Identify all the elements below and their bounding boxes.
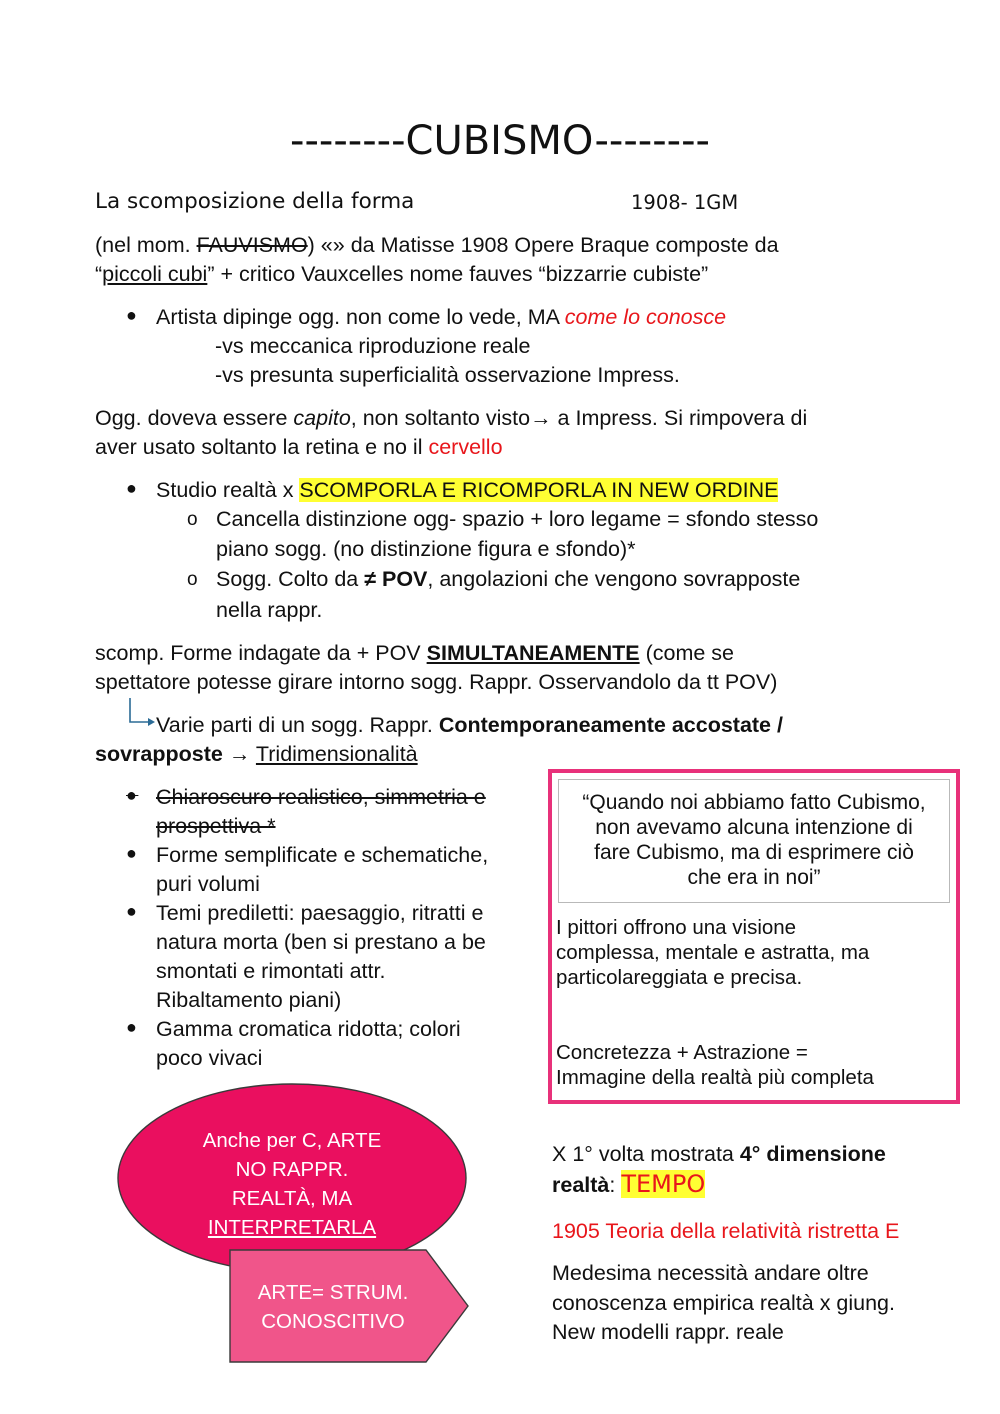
bullet2-o2-line2: nella rappr. [216,598,323,622]
ellipse-line: NO RAPPR. [235,1158,349,1181]
intro-line-1 [95,231,779,260]
bullet2-o2-text: Sogg. Colto da [216,567,365,591]
list-item2-line1: Forme semplificate e schematiche, [156,843,489,867]
para4-line-2 [95,740,418,769]
box-para-line: complessa, mentale e astratta, ma [556,941,870,964]
bullet2-o2-line1 [216,565,800,594]
simultaneamente-bold: SIMULTANEAMENTE [426,641,640,665]
list-item1-line1: Chiaroscuro realistico, simmetria e [156,785,486,809]
fauvismo-struck: FAUVISMO [196,233,308,257]
intro-text: “ [95,262,103,286]
para4-bold: sovrapposte [95,742,229,766]
bullet2-highlight: SCOMPORLA E RICOMPORLA IN NEW ORDINE [299,478,779,502]
box-para-line: I pittori offrono una visione [556,916,797,939]
box-concrete-line: Immagine della realtà più completa [556,1066,874,1089]
tridimensionalita-underlined: Tridimensionalità [255,742,418,766]
list-item4-line1: Gamma cromatica ridotta; colori [156,1017,461,1041]
circle-bullet-icon: o [187,509,198,530]
pentagon-text [232,1278,434,1336]
quote-line: “Quando noi abbiamo fatto Cubismo, [582,791,926,814]
para4-bold: Contemporaneamente accostate / [438,713,783,737]
relativity-line: 1905 Teoria della relatività ristretta E [552,1219,900,1243]
bullet1-text: Artista dipinge ogg. non come lo vede, MA [156,305,565,329]
intro-text: ) «» da Matisse 1908 Opere Braque composte da [307,233,779,257]
bullet2-line [156,476,778,505]
cervello-red: cervello [428,435,503,459]
bullet2-o2-text: , angolazioni che vengono sovrapposte [427,567,801,591]
para3-text: scomp. Forme indagate da + POV [95,641,427,665]
right-para-line: Medesima necessità andare oltre [552,1261,869,1285]
list-item1-line2: prospettiva * [156,814,276,838]
right-text: : [609,1173,622,1197]
bullet1-line [156,303,726,332]
list-item3-line1: Temi prediletti: paesaggio, ritratti e [156,901,484,925]
bullet1-sub1: -vs meccanica riproduzione reale [215,334,531,358]
bullet-dot-icon: ● [126,843,137,863]
para2-line-2 [95,433,503,462]
box-para-line: particolareggiata e precisa. [556,966,803,989]
bullet-dot-icon: ● [126,901,137,921]
list-item4-line2: poco vivaci [156,1046,263,1070]
right-text: X 1° volta mostrata [552,1142,740,1166]
bullet2-o1-line2: piano sogg. (no distinzione figura e sfondo)* [216,537,636,561]
bullet2-text: Studio realtà x [156,478,300,502]
quote-line: che era in noi” [687,866,821,889]
right-line-1 [552,1140,886,1169]
dates: 1908- 1GM [631,191,739,214]
para3-line-2: spettatore potesse girare intorno sogg. Rappr. Osservandolo da tt POV) [95,670,778,694]
para2-text: a Impress. Si rimpovera di [551,406,808,430]
bullet1-red-text: come lo conosce [564,305,727,329]
bullet2-o1-line1: Cancella distinzione ogg- spazio + loro legame = sfondo stesso [216,507,819,531]
para2-italic: capito [293,406,351,430]
right-para-line: conoscenza empirica realtà x giung. [552,1291,895,1315]
bullet-dot-icon: ● [126,478,137,498]
bullet-dot-icon: ● [126,1017,137,1037]
para2-line-1 [95,404,807,433]
pentagon-line: ARTE= STRUM. [257,1281,409,1304]
intro-text: ” + critico Vauxcelles nome fauves “bizzarrie cubiste” [207,262,709,286]
pov-bold: ≠ POV [364,567,428,591]
list-item3-line2: natura morta (ben si prestano a be [156,930,486,954]
para2-text: , non soltanto visto [350,406,531,430]
piccoli-cubi-underlined: piccoli cubi [102,262,208,286]
list-item2-line2: puri volumi [156,872,260,896]
right-bold: 4° dimensione [739,1142,886,1166]
para3-line-1 [95,639,734,668]
para3-text: (come se [639,641,735,665]
para4-line-1 [156,711,783,740]
tempo-highlight: TEMPO [621,1170,706,1198]
quote-line: fare Cubismo, ma di esprimere ciò [594,841,914,864]
bullet1-sub2: -vs presunta superficialità osservazione Impress. [215,363,680,387]
arrow-right-icon: → [530,406,552,430]
ellipse-line-underlined: INTERPRETARLA [207,1216,377,1239]
intro-line-2 [95,260,708,289]
bullet-dot-icon: ● [126,305,137,325]
right-bold: realtà [552,1173,610,1197]
bullet-dot-icon: ● [126,785,139,805]
quote-inner-box [558,779,950,903]
circle-bullet-icon: o [187,569,198,590]
list-item3-line4: Ribaltamento piani) [156,988,342,1012]
right-line-2 [552,1170,705,1200]
ellipse-text [130,1126,454,1242]
para4-text: Varie parti di un sogg. Rappr. [156,713,439,737]
elbow-arrow-icon [118,696,158,730]
subtitle: La scomposizione della forma [95,189,415,214]
box-concrete-line: Concretezza + Astrazione = [556,1041,808,1064]
ellipse-line: REALTÀ, MA [231,1187,353,1210]
page-title: --------CUBISMO-------- [290,118,710,164]
arrow-right-icon: → [228,742,251,766]
para2-text: aver usato soltanto la retina e no il [95,435,429,459]
right-para-line: New modelli rappr. reale [552,1320,784,1344]
para2-text: Ogg. doveva essere [95,406,294,430]
quote-line: non avevamo alcuna intenzione di [595,816,913,839]
ellipse-line: Anche per C, ARTE [202,1129,382,1152]
pentagon-line: CONOSCITIVO [261,1310,405,1333]
intro-text: (nel mom. [95,233,197,257]
list-item3-line3: smontati e rimontati attr. [156,959,386,983]
